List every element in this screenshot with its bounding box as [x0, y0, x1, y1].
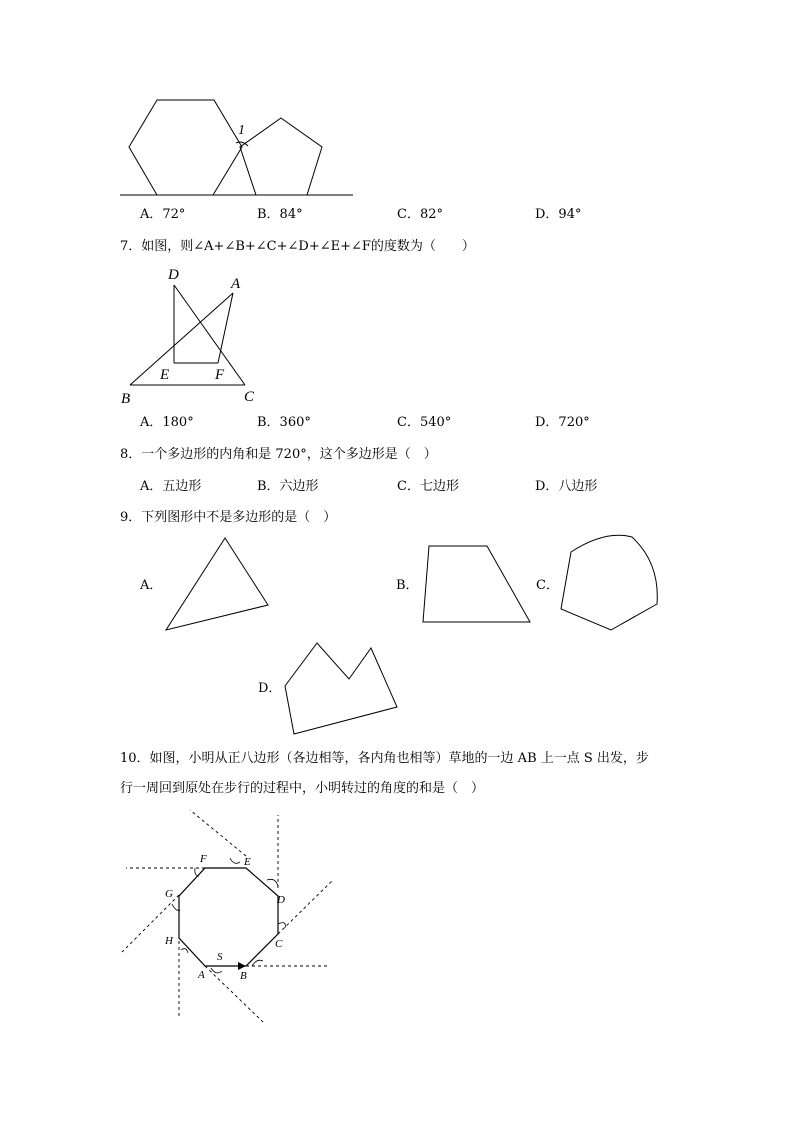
q7-option-a[interactable]: A．180°	[140, 415, 194, 430]
q10-octagon	[179, 868, 278, 966]
q9-figure-a-triangle	[160, 532, 275, 637]
q9-option-b[interactable]: B．	[396, 578, 419, 593]
q10-extension-ha	[205, 966, 263, 1022]
q10-label-s: S	[217, 951, 223, 963]
q9-figure-b-trapezoid	[418, 540, 536, 630]
q6-option-a[interactable]: A．72°	[140, 207, 186, 222]
q10-label-g: G	[165, 888, 173, 900]
q10-label-e: E	[244, 856, 251, 868]
q7-option-b[interactable]: B．360°	[257, 415, 311, 430]
q9-stem: 9．下列图形中不是多边形的是（ ）	[120, 510, 337, 525]
q8-option-c[interactable]: C．七边形	[397, 479, 459, 494]
q9-option-c[interactable]: C．	[536, 578, 559, 593]
q10-arc-b	[252, 960, 263, 966]
q9-option-a[interactable]: A．	[140, 578, 163, 593]
q7-label-a: A	[231, 276, 241, 292]
q6-option-d[interactable]: D．94°	[535, 207, 582, 222]
q6-option-b[interactable]: B．84°	[257, 207, 303, 222]
q10-arc-h	[181, 949, 188, 953]
q10-extension-bc	[278, 880, 333, 934]
q7-option-d[interactable]: D．720°	[535, 415, 590, 430]
q6-pentagon	[240, 118, 322, 195]
q10-label-a: A	[198, 969, 205, 981]
q7-label-c: C	[244, 389, 255, 405]
q10-stem-line2: 行一周回到原处在步行的过程中，小明转过的角度的和是（ ）	[120, 781, 485, 796]
q10-label-d: D	[277, 894, 285, 906]
q7-label-d: D	[168, 267, 179, 283]
q10-label-f: F	[200, 853, 207, 865]
q7-label-b: B	[121, 391, 131, 407]
q10-stem-line1: 10．如图，小明从正八边形（各边相等，各内角也相等）草地的一边 AB 上一点 S 出发，步	[120, 751, 649, 766]
q9-figure-d-polygon	[280, 638, 405, 738]
q7-label-e: E	[160, 367, 170, 383]
q6-hexagon	[129, 100, 242, 195]
q6-angle-label: 1	[238, 123, 245, 138]
q8-option-b[interactable]: B．六边形	[257, 479, 319, 494]
q8-stem: 8．一个多边形的内角和是 720°，这个多边形是（ ）	[120, 447, 437, 462]
q6-option-c[interactable]: C．82°	[397, 207, 443, 222]
q9-figure-c-curved-shape	[555, 530, 665, 635]
q10-arc-c	[278, 923, 285, 928]
q6-figure	[110, 90, 370, 205]
q10-arc-d	[267, 879, 278, 887]
q9-option-d[interactable]: D．	[258, 681, 282, 696]
q7-figure	[118, 262, 268, 408]
q10-label-b: B	[240, 970, 247, 982]
q10-arc-a	[211, 968, 222, 973]
q7-label-f: F	[215, 367, 225, 383]
q7-stem: 7．如图，则∠A+∠B+∠C+∠D+∠E+∠F的度数为（ ）	[120, 239, 475, 254]
q10-arrow-head	[238, 962, 246, 970]
q10-arc-e	[230, 858, 240, 863]
q8-option-a[interactable]: A．五边形	[140, 479, 202, 494]
q7-line-fa	[218, 293, 233, 363]
q8-option-d[interactable]: D．八边形	[535, 479, 598, 494]
q10-label-h: H	[165, 935, 173, 947]
q10-label-c: C	[275, 938, 283, 950]
q10-extension-de	[190, 810, 246, 856]
q7-line-dc	[174, 285, 245, 385]
q10-octagon-figure	[120, 810, 340, 1026]
q7-option-c[interactable]: C．540°	[397, 415, 452, 430]
